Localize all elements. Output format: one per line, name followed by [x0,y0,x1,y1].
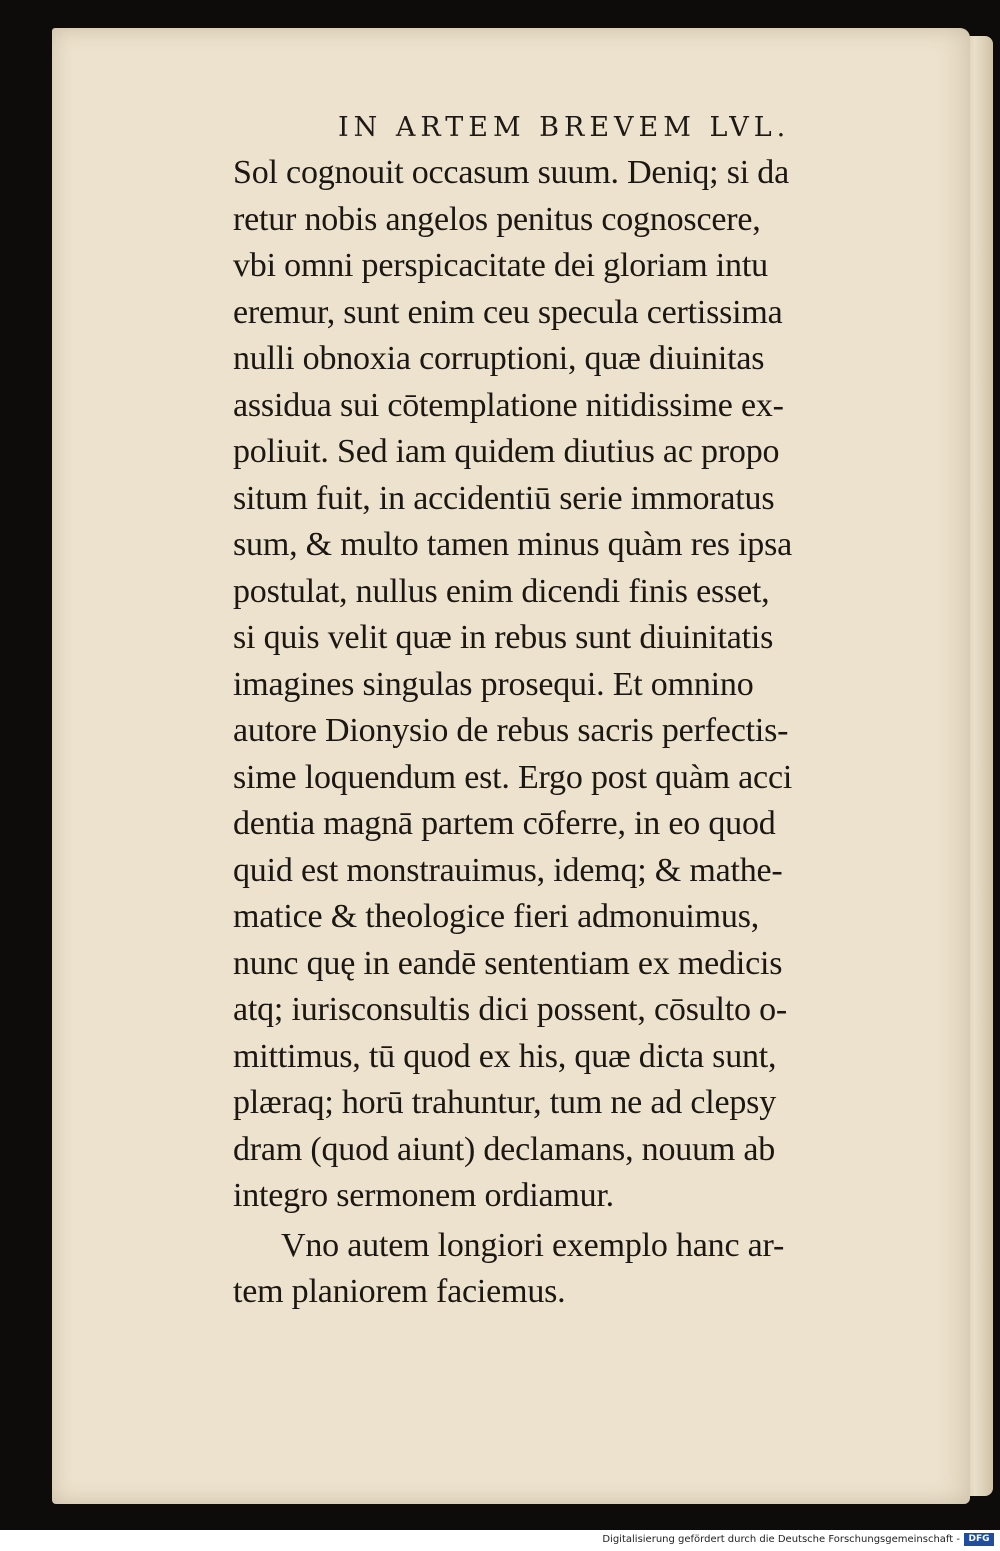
text-line: dentia magnā partem cōferre, in eo quod [233,805,776,842]
text-line: sum, & multo tamen minus quàm res ipsa [233,526,793,563]
text-line: mittimus, tū quod ex his, quæ dicta sunt, [233,1037,777,1075]
text-line: postulat, nullus enim dicendi finis esset, [233,572,770,610]
text-line: dram (quod aiunt) declamans, nouum ab [233,1130,776,1168]
text-line: assidua sui cōtemplatione nitidissime ex- [233,386,784,424]
text-line: tem planiorem faciemus. [233,1273,566,1310]
text-line: retur nobis angelos penitus cognoscere, [233,200,761,238]
text-line: integro sermonem ordiamur. [233,1177,614,1214]
text-line: nulli obnoxia corruptioni, quæ diuinitas [233,340,765,377]
text-line: eremur, sunt enim ceu specula certissima [233,293,783,331]
paragraph-first-line: Vno autem longiori exemplo hanc ar- [281,1226,785,1264]
text-line: imagines singulas prosequi. Et omnino [233,665,754,703]
text-line: poliuit. Sed iam quidem diutius ac propo [233,433,780,470]
text-line: Sol cognouit occasum suum. Deniq; si da [233,154,789,191]
body-text [233,150,943,1316]
text-line: vbi omni perspicacitate dei gloriam intu [233,247,768,284]
footer-credit: Digitalisierung gefördert durch die Deutsche Forschungsgemeinschaft - [602,1534,960,1545]
dfg-logo: DFG [964,1533,994,1546]
text-line: atq; iurisconsultis dici possent, cōsulto o- [233,991,788,1028]
text-line: quid est monstrauimus, idemq; & mathe- [233,851,783,889]
text-line: matice & theologice fieri admonuimus, [233,898,760,935]
text-line: autore Dionysio de rebus sacris perfectis- [233,712,789,749]
text-line: si quis velit quæ in rebus sunt diuinitatis [233,619,774,656]
text-line: nunc quę in eandē sententiam ex medicis [233,944,783,982]
text-line: sime loquendum est. Ergo post quàm acci [233,758,793,796]
running-header: IN ARTEM BREVEM LVL. [338,112,791,143]
text-line: situm fuit, in accidentiū serie immoratus [233,479,775,517]
text-line: plæraq; horū trahuntur, tum ne ad clepsy [233,1084,777,1121]
